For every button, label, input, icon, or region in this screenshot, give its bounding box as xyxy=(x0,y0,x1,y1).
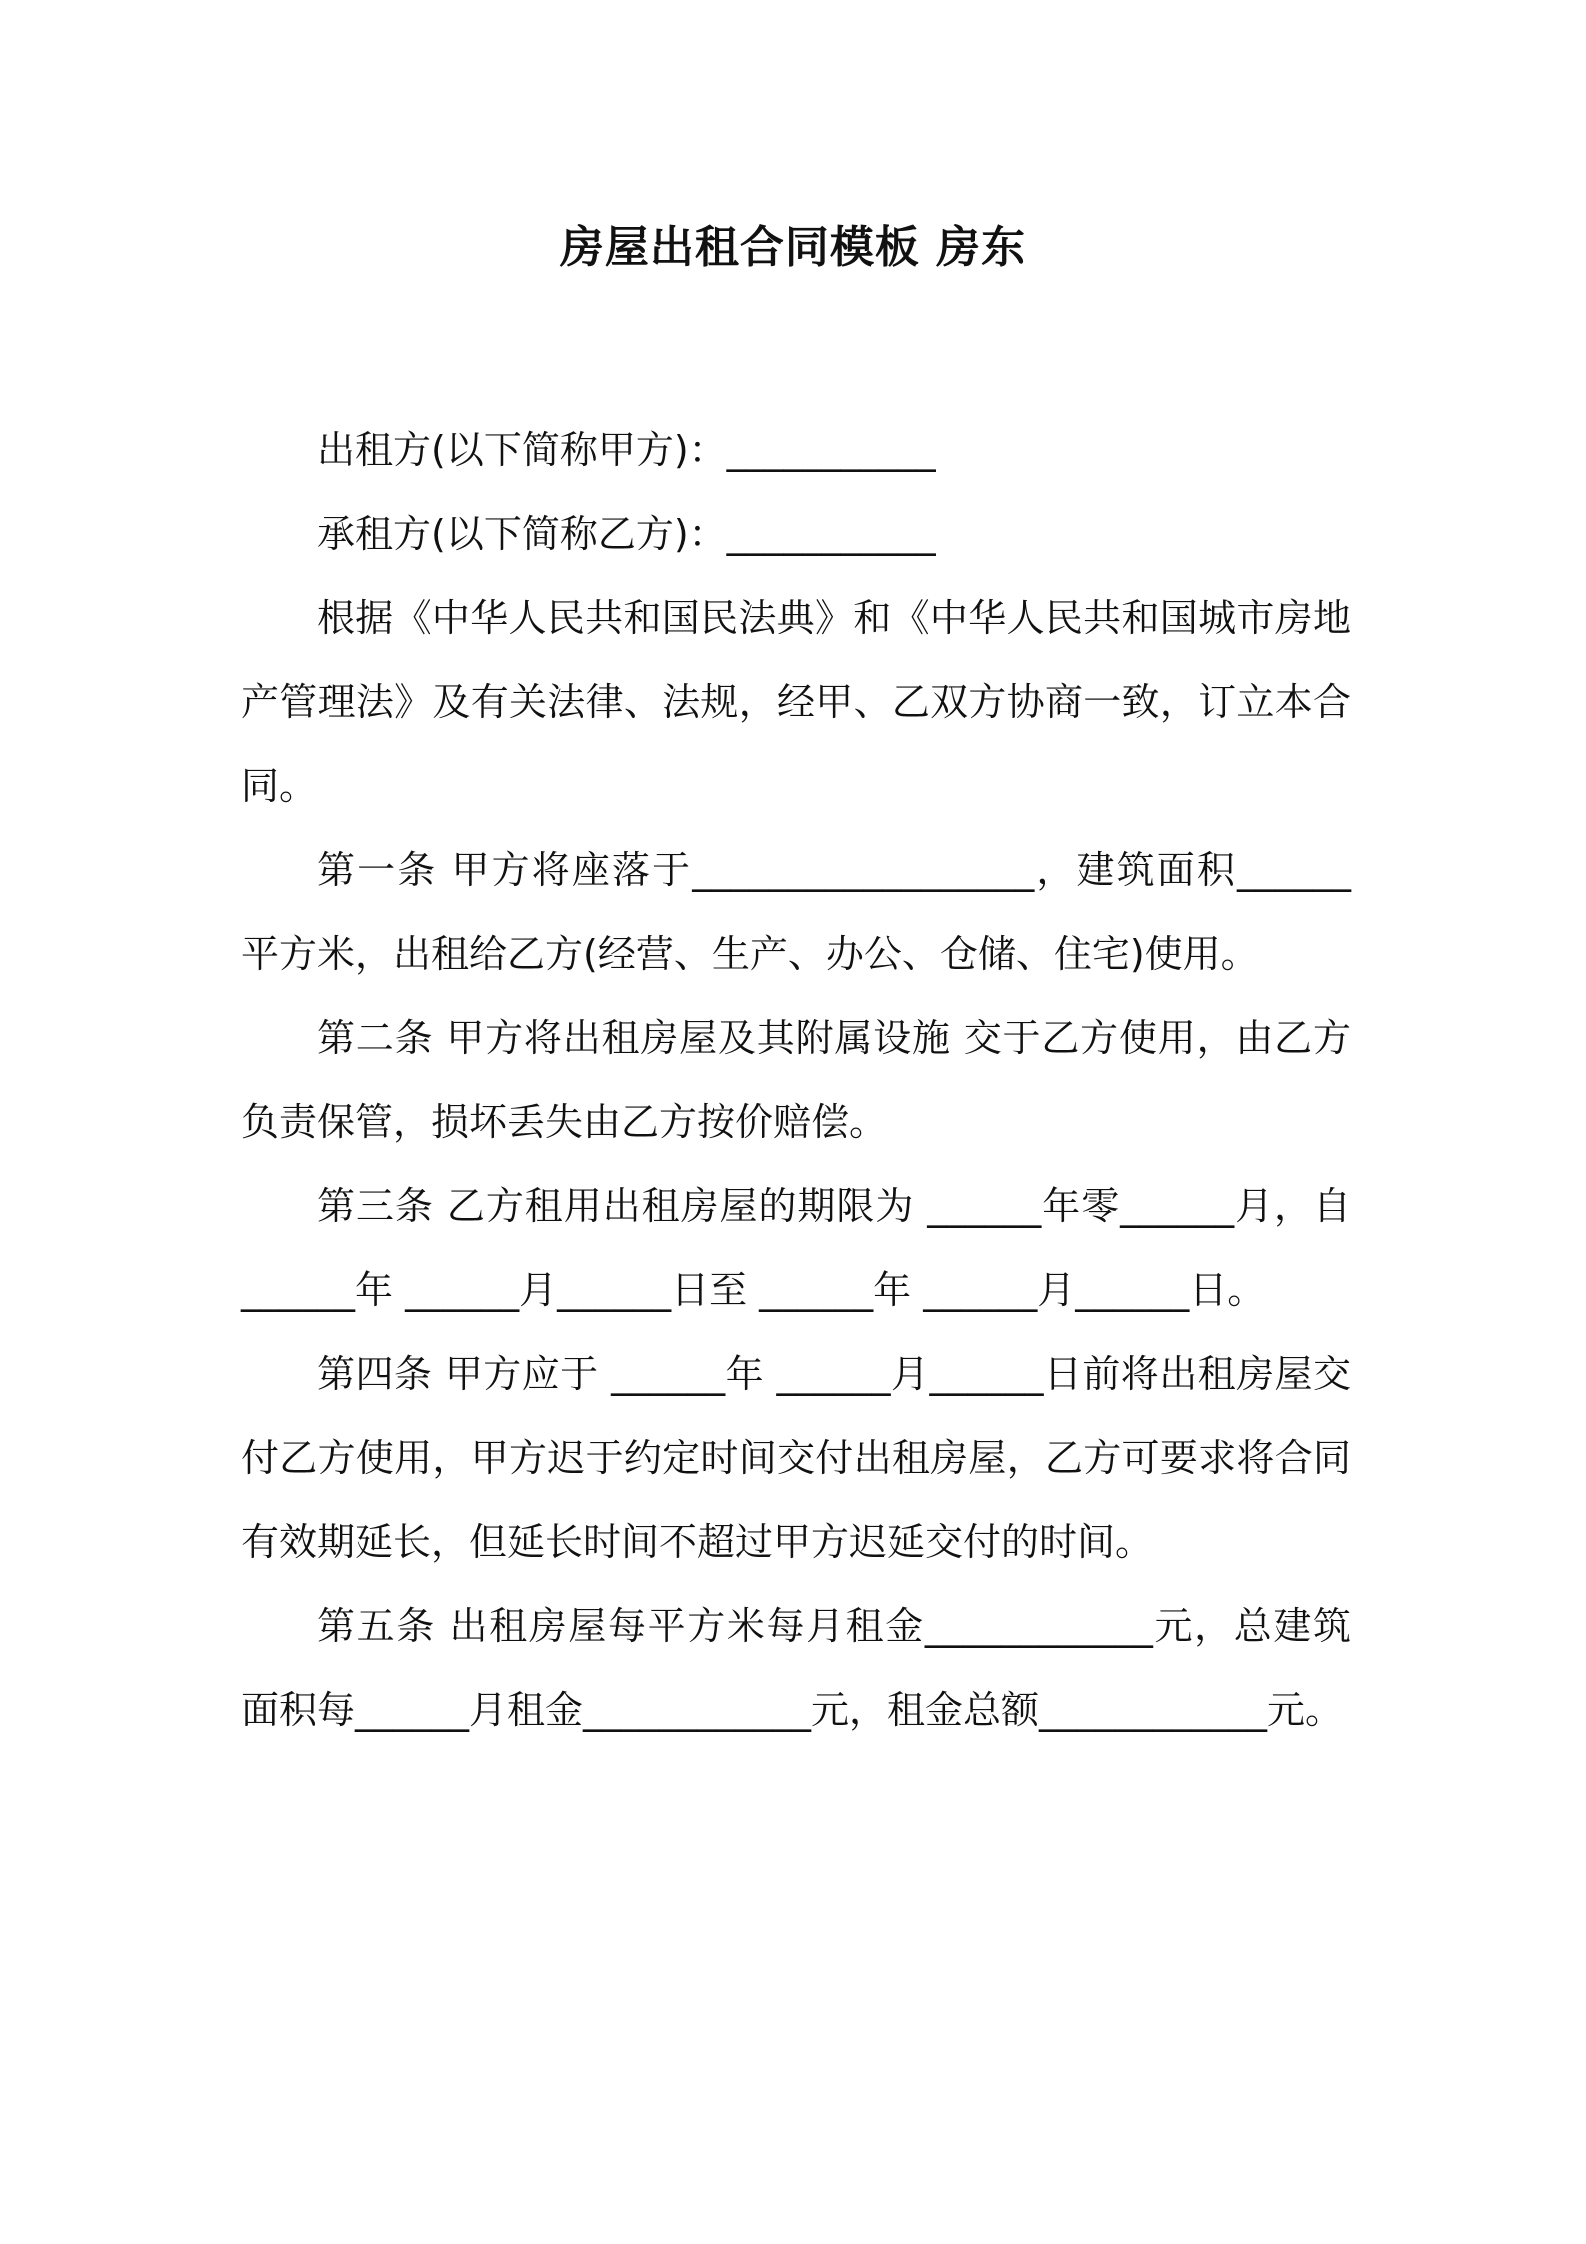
lessor-line: 出租方(以下简称甲方)：___________ xyxy=(317,428,936,472)
document-title: 房屋出租合同模板 房东 xyxy=(559,222,1027,273)
article-3: 第三条 乙方租用出租房屋的期限为 ______年零______月，自 ______年 ______月______日至 ______年 ______月______日。 xyxy=(241,1184,1351,1312)
article-4: 第四条 甲方应于 ______年 ______月______日前将出租房屋交付乙方使用，甲方迟于约定时间交付出租房屋，乙方可要求将合同有效期延长，但延长时间不超过甲方迟延交付的时间。 xyxy=(241,1352,1351,1564)
document-body xyxy=(241,408,1351,1752)
preamble-paragraph: 根据《中华人民共和国民法典》和《中华人民共和国城市房地产管理法》及有关法律、法规，经甲、乙双方协商一致，订立本合同。 xyxy=(241,596,1351,808)
article-5: 第五条 出租房屋每平方米每月租金____________元，总建筑面积每______月租金____________元，租金总额____________元。 xyxy=(241,1604,1351,1732)
article-2: 第二条 甲方将出租房屋及其附属设施 交于乙方使用，由乙方负责保管，损坏丢失由乙方按价赔偿。 xyxy=(241,1016,1351,1144)
lessee-line: 承租方(以下简称乙方)：___________ xyxy=(317,512,936,556)
article-1: 第一条 甲方将座落于__________________，建筑面积______平方米，出租给乙方(经营、生产、办公、仓储、住宅)使用。 xyxy=(241,848,1351,976)
